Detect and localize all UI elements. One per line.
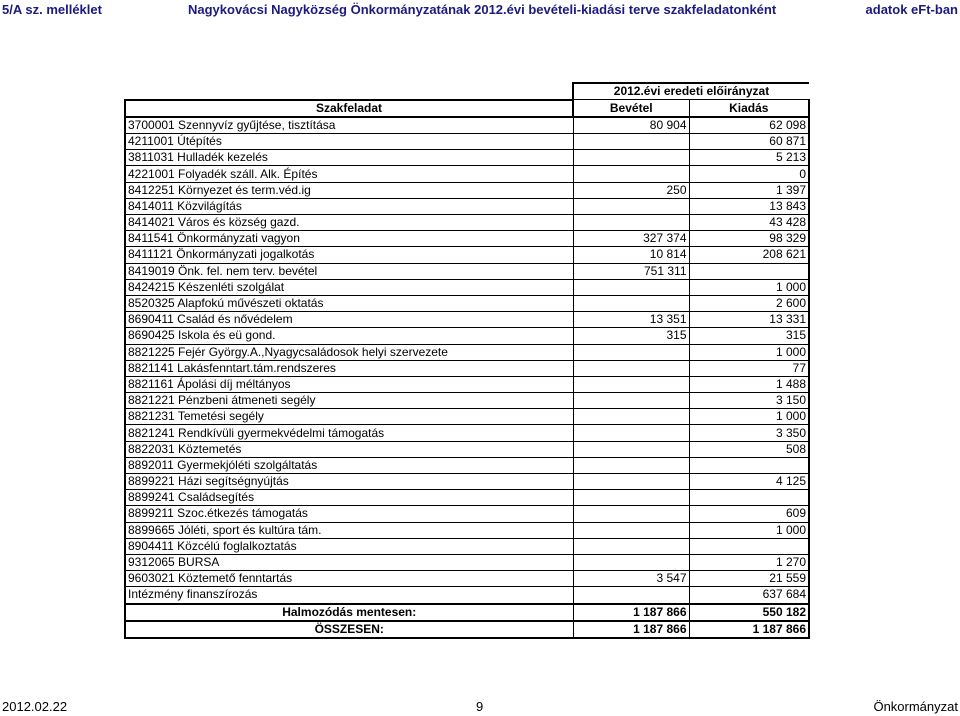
table-row — [125, 393, 809, 409]
group-header: 2012.évi eredeti előirányzat — [573, 83, 809, 100]
szakfeladat-cell: 8411121 Önkormányzati jogalkotás — [125, 247, 573, 263]
szakfeladat-cell: 8899211 Szoc.étkezés támogatás — [125, 506, 573, 522]
kiadas-cell — [689, 490, 809, 506]
kiadas-cell: 315 — [689, 328, 809, 344]
table-row — [125, 538, 809, 554]
kiadas-cell: 3 150 — [689, 393, 809, 409]
table-row — [125, 328, 809, 344]
table-row — [125, 587, 809, 604]
kiadas-cell: 60 871 — [689, 134, 809, 150]
table-row — [125, 215, 809, 231]
szakfeladat-cell: 8822031 Köztemetés — [125, 441, 573, 457]
table-row — [125, 344, 809, 360]
szakfeladat-cell: 8690411 Család és nővédelem — [125, 312, 573, 328]
szakfeladat-cell: 8821141 Lakásfenntart.tám.rendszeres — [125, 360, 573, 376]
szakfeladat-cell: 4211001 Útépítés — [125, 134, 573, 150]
table-body — [125, 117, 809, 604]
column-header-row — [125, 100, 809, 117]
szakfeladat-cell: 8821231 Temetési segély — [125, 409, 573, 425]
bevetel-cell — [573, 134, 689, 150]
kiadas-cell — [689, 457, 809, 473]
table-row — [125, 571, 809, 587]
osszesen-bevetel: 1 187 866 — [573, 621, 689, 638]
kiadas-cell: 77 — [689, 360, 809, 376]
kiadas-cell: 1 397 — [689, 182, 809, 198]
bevetel-cell — [573, 360, 689, 376]
bevetel-cell — [573, 376, 689, 392]
kiadas-cell: 4 125 — [689, 474, 809, 490]
kiadas-cell: 208 621 — [689, 247, 809, 263]
kiadas-cell: 0 — [689, 166, 809, 182]
table-row — [125, 279, 809, 295]
bevetel-cell: 250 — [573, 182, 689, 198]
kiadas-cell: 62 098 — [689, 117, 809, 134]
kiadas-cell: 1 488 — [689, 376, 809, 392]
kiadas-cell: 2 600 — [689, 295, 809, 311]
table-row — [125, 409, 809, 425]
osszesen-row — [125, 621, 809, 638]
table-row — [125, 295, 809, 311]
kiadas-cell: 1 000 — [689, 279, 809, 295]
szakfeladat-cell: 8821161 Ápolási díj méltányos — [125, 376, 573, 392]
bevetel-cell — [573, 522, 689, 538]
table-row — [125, 198, 809, 214]
szakfeladat-cell: 8412251 Környezet és term.véd.ig — [125, 182, 573, 198]
table-row — [125, 376, 809, 392]
table-row — [125, 182, 809, 198]
bevetel-cell — [573, 150, 689, 166]
kiadas-cell — [689, 538, 809, 554]
szakfeladat-cell: 8899221 Házi segítségnyújtás — [125, 474, 573, 490]
table-row — [125, 134, 809, 150]
bevetel-cell: 10 814 — [573, 247, 689, 263]
bevetel-cell — [573, 474, 689, 490]
table-row — [125, 247, 809, 263]
bevetel-cell: 327 374 — [573, 231, 689, 247]
szakfeladat-cell: 8690425 Iskola és eü gond. — [125, 328, 573, 344]
kiadas-cell: 1 270 — [689, 554, 809, 570]
kiadas-cell: 3 350 — [689, 425, 809, 441]
table-row — [125, 231, 809, 247]
szakfeladat-cell: 8414021 Város és község gazd. — [125, 215, 573, 231]
szakfeladat-cell: 8899665 Jóléti, sport és kultúra tám. — [125, 522, 573, 538]
szakfeladat-cell: 8904411 Közcélú foglalkoztatás — [125, 538, 573, 554]
osszesen-kiadas: 1 187 866 — [689, 621, 809, 638]
kiadas-cell: 508 — [689, 441, 809, 457]
bevetel-cell: 3 547 — [573, 571, 689, 587]
bevetel-cell: 13 351 — [573, 312, 689, 328]
table-row — [125, 150, 809, 166]
halmozodas-kiadas: 550 182 — [689, 604, 809, 621]
bevetel-cell: 80 904 — [573, 117, 689, 134]
table-row — [125, 312, 809, 328]
annex-label: 5/A sz. melléklet — [2, 2, 102, 17]
budget-table — [124, 82, 810, 639]
szakfeladat-cell: 8892011 Gyermekjóléti szolgáltatás — [125, 457, 573, 473]
szakfeladat-cell: 8520325 Alapfokú művészeti oktatás — [125, 295, 573, 311]
kiadas-cell: 13 843 — [689, 198, 809, 214]
szakfeladat-cell: 3811031 Hulladék kezelés — [125, 150, 573, 166]
bevetel-cell — [573, 587, 689, 604]
column-header-kiadas: Kiadás — [689, 100, 809, 117]
bevetel-cell — [573, 198, 689, 214]
halmozodas-bevetel: 1 187 866 — [573, 604, 689, 621]
kiadas-cell: 5 213 — [689, 150, 809, 166]
table-row — [125, 506, 809, 522]
bevetel-cell: 751 311 — [573, 263, 689, 279]
szakfeladat-cell: 8899241 Családsegítés — [125, 490, 573, 506]
szakfeladat-cell: 8419019 Önk. fel. nem terv. bevétel — [125, 263, 573, 279]
bevetel-cell — [573, 457, 689, 473]
bevetel-cell — [573, 344, 689, 360]
halmozodas-row — [125, 604, 809, 621]
kiadas-cell: 13 331 — [689, 312, 809, 328]
szakfeladat-cell: 8821221 Pénzbeni átmeneti segély — [125, 393, 573, 409]
kiadas-cell: 637 684 — [689, 587, 809, 604]
bevetel-cell — [573, 490, 689, 506]
unit-label: adatok eFt-ban — [865, 2, 958, 17]
column-header-bevetel: Bevétel — [573, 100, 689, 117]
szakfeladat-cell: 8414011 Közvilágítás — [125, 198, 573, 214]
column-header-szakfeladat: Szakfeladat — [125, 100, 573, 117]
table-row — [125, 490, 809, 506]
bevetel-cell — [573, 506, 689, 522]
table-row — [125, 166, 809, 182]
szakfeladat-cell: 8821241 Rendkívüli gyermekvédelmi támogatás — [125, 425, 573, 441]
table-row — [125, 474, 809, 490]
table-row — [125, 117, 809, 134]
bevetel-cell — [573, 409, 689, 425]
kiadas-cell: 98 329 — [689, 231, 809, 247]
bevetel-cell — [573, 554, 689, 570]
halmozodas-label: Halmozódás mentesen: — [125, 604, 573, 621]
table-row — [125, 425, 809, 441]
bevetel-cell — [573, 393, 689, 409]
table-row — [125, 360, 809, 376]
table-row — [125, 522, 809, 538]
bevetel-cell: 315 — [573, 328, 689, 344]
table-row — [125, 263, 809, 279]
group-header-row — [125, 83, 809, 100]
bevetel-cell — [573, 215, 689, 231]
table-row — [125, 457, 809, 473]
szakfeladat-cell: 9603021 Köztemető fenntartás — [125, 571, 573, 587]
szakfeladat-cell: 4221001 Folyadék száll. Alk. Építés — [125, 166, 573, 182]
table-row — [125, 441, 809, 457]
szakfeladat-cell: 3700001 Szennyvíz gyűjtése, tisztítása — [125, 117, 573, 134]
bevetel-cell — [573, 295, 689, 311]
bevetel-cell — [573, 166, 689, 182]
bevetel-cell — [573, 441, 689, 457]
kiadas-cell — [689, 263, 809, 279]
szakfeladat-cell: Intézmény finanszírozás — [125, 587, 573, 604]
kiadas-cell: 43 428 — [689, 215, 809, 231]
bevetel-cell — [573, 279, 689, 295]
page-number: 9 — [476, 699, 484, 714]
kiadas-cell: 609 — [689, 506, 809, 522]
szakfeladat-cell: 9312065 BURSA — [125, 554, 573, 570]
bevetel-cell — [573, 425, 689, 441]
kiadas-cell: 1 000 — [689, 522, 809, 538]
kiadas-cell: 1 000 — [689, 409, 809, 425]
szakfeladat-cell: 8821225 Fejér György.A.,Nyagycsaládosok helyi szervezete — [125, 344, 573, 360]
footer-date: 2012.02.22 — [2, 699, 68, 714]
szakfeladat-cell: 8424215 Készenléti szolgálat — [125, 279, 573, 295]
table-row — [125, 554, 809, 570]
document-title: Nagykovácsi Nagyközség Önkormányzatának 2012.évi bevételi-kiadási terve szakfeladatonként — [188, 2, 777, 17]
bevetel-cell — [573, 538, 689, 554]
kiadas-cell: 21 559 — [689, 571, 809, 587]
osszesen-label: ÖSSZESEN: — [125, 621, 573, 638]
szakfeladat-cell: 8411541 Önkormányzati vagyon — [125, 231, 573, 247]
kiadas-cell: 1 000 — [689, 344, 809, 360]
footer-author: Önkormányzat — [873, 699, 958, 714]
